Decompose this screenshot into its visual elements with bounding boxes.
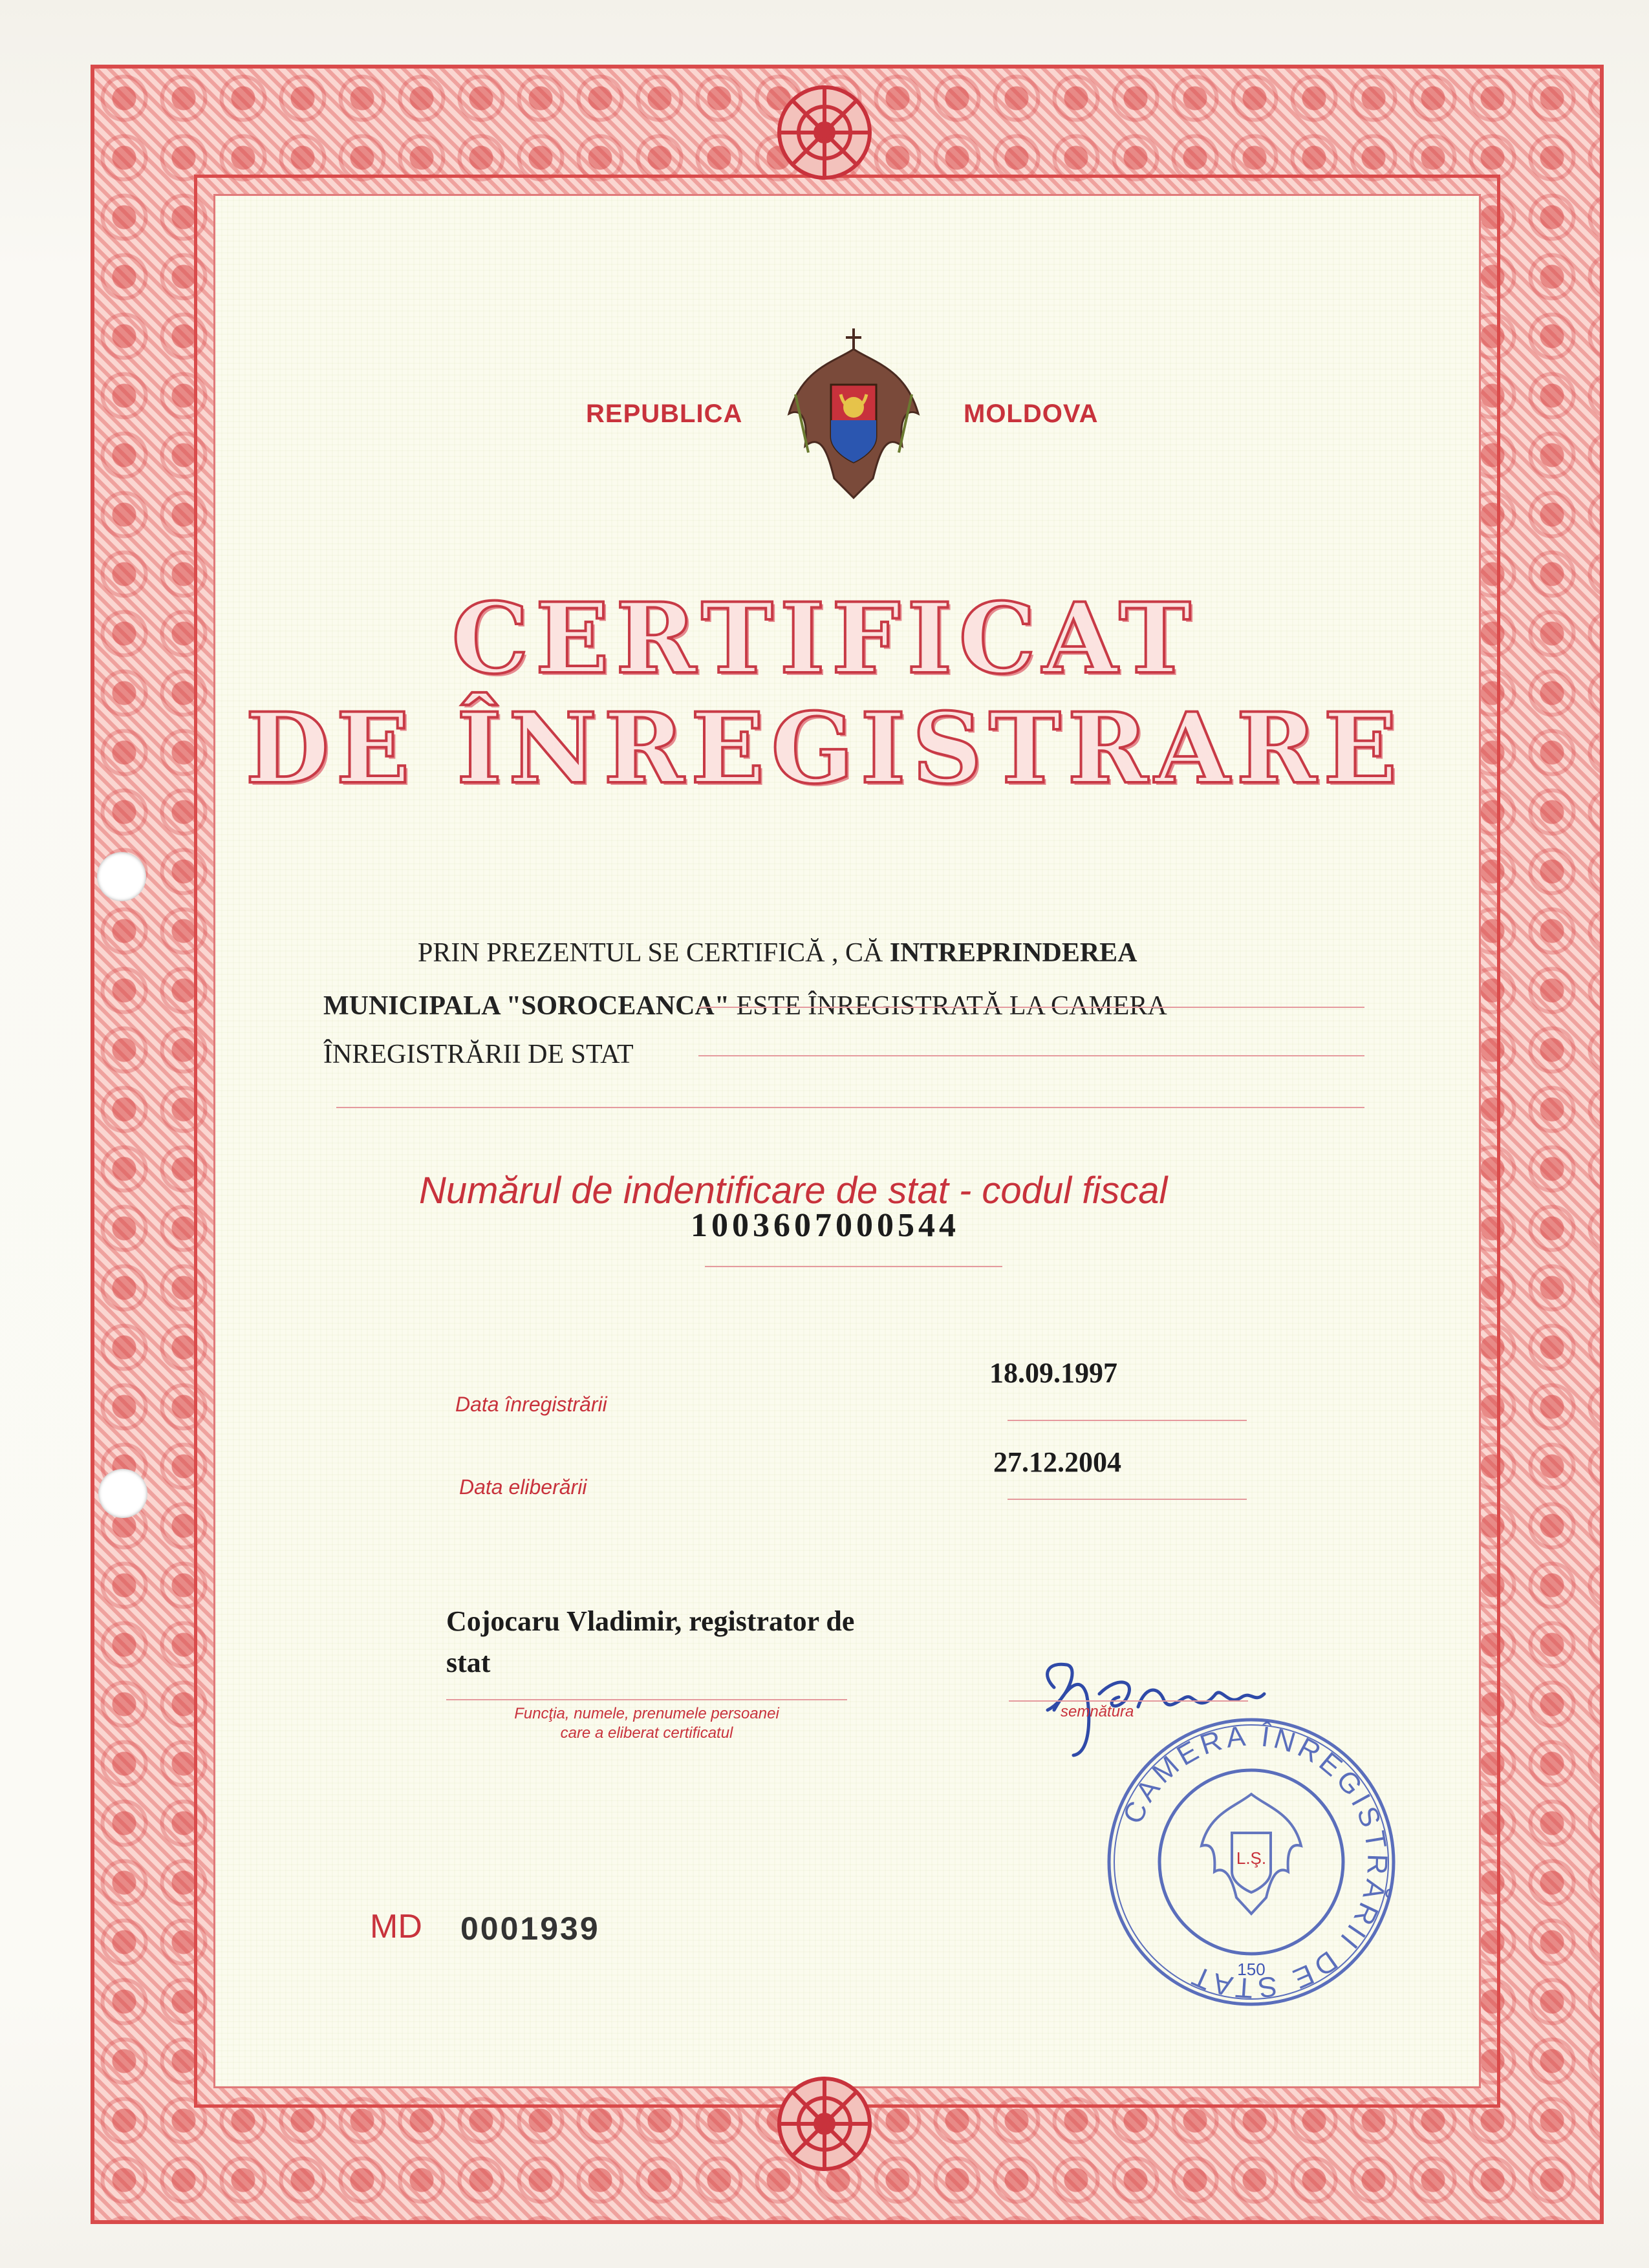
registrar-line-2: stat <box>446 1647 491 1678</box>
statement-company-name: MUNICIPALA "SOROCEANCA" <box>323 991 730 1021</box>
punch-hole <box>98 1469 147 1518</box>
registrar-line-1: Cojocaru Vladimir, registrator de <box>446 1605 855 1637</box>
statement-line-3: ÎNREGISTRĂRII DE STAT <box>323 1040 634 1069</box>
statement-line-2-rest: ESTE ÎNREGISTRATĂ LA CAMERA <box>729 991 1167 1021</box>
title-certificat: CERTIFICAT <box>451 582 1198 696</box>
statement-line-1-bold: INTREPRINDEREA <box>889 938 1137 968</box>
moldova-coat-of-arms-icon <box>776 323 931 517</box>
statement-line-1-prefix: PRIN PREZENTUL SE CERTIFICĂ , CĂ <box>418 938 890 968</box>
signature-rule <box>1009 1700 1248 1702</box>
title-de-inregistrare: DE ÎNREGISTRARE <box>245 692 1404 806</box>
id-number-rule <box>705 1266 1002 1267</box>
official-seal-stamp <box>1099 1710 1403 2014</box>
id-number-value: 1003607000544 <box>691 1207 960 1244</box>
statement-line-1 <box>418 939 1137 967</box>
seal-center-text: L.Ş. <box>1236 1848 1267 1868</box>
statement-rule <box>336 1107 1364 1108</box>
registration-date-label: Data înregistrării <box>455 1393 607 1416</box>
statement-line-2 <box>323 992 1167 1020</box>
id-number-label: Numărul de indentificare de stat - codul fiscal <box>419 1170 1168 1212</box>
punch-hole <box>97 852 146 901</box>
serial-number: 0001939 <box>460 1910 600 1947</box>
issue-date-value: 27.12.2004 <box>993 1446 1121 1478</box>
signature-caption: semnătura <box>1061 1703 1134 1720</box>
registrar-caption <box>446 1704 847 1743</box>
registration-date-rule <box>1008 1420 1247 1421</box>
issue-date-rule <box>1008 1499 1247 1500</box>
registrar-caption-line-2: care a eliberat certificatul <box>560 1724 733 1742</box>
registrar-rule <box>446 1699 847 1700</box>
bottom-rosette-icon <box>770 2069 879 2179</box>
header-republica: REPUBLICA <box>586 400 743 428</box>
header-moldova: MOLDOVA <box>964 400 1099 428</box>
seal-number: 150 <box>1237 1960 1266 1979</box>
registration-date-value: 18.09.1997 <box>989 1357 1117 1389</box>
seal-ring-text: CAMERA ÎNREGISTRĂRII DE STAT <box>1117 1720 1394 2004</box>
serial-prefix: MD <box>370 1908 422 1945</box>
issue-date-label: Data eliberării <box>459 1475 587 1499</box>
statement-rule <box>698 1007 1364 1008</box>
statement-rule <box>698 1055 1364 1056</box>
registrar-caption-line-1: Funcţia, numele, prenumele persoanei <box>514 1705 779 1722</box>
top-rosette-icon <box>770 78 879 187</box>
